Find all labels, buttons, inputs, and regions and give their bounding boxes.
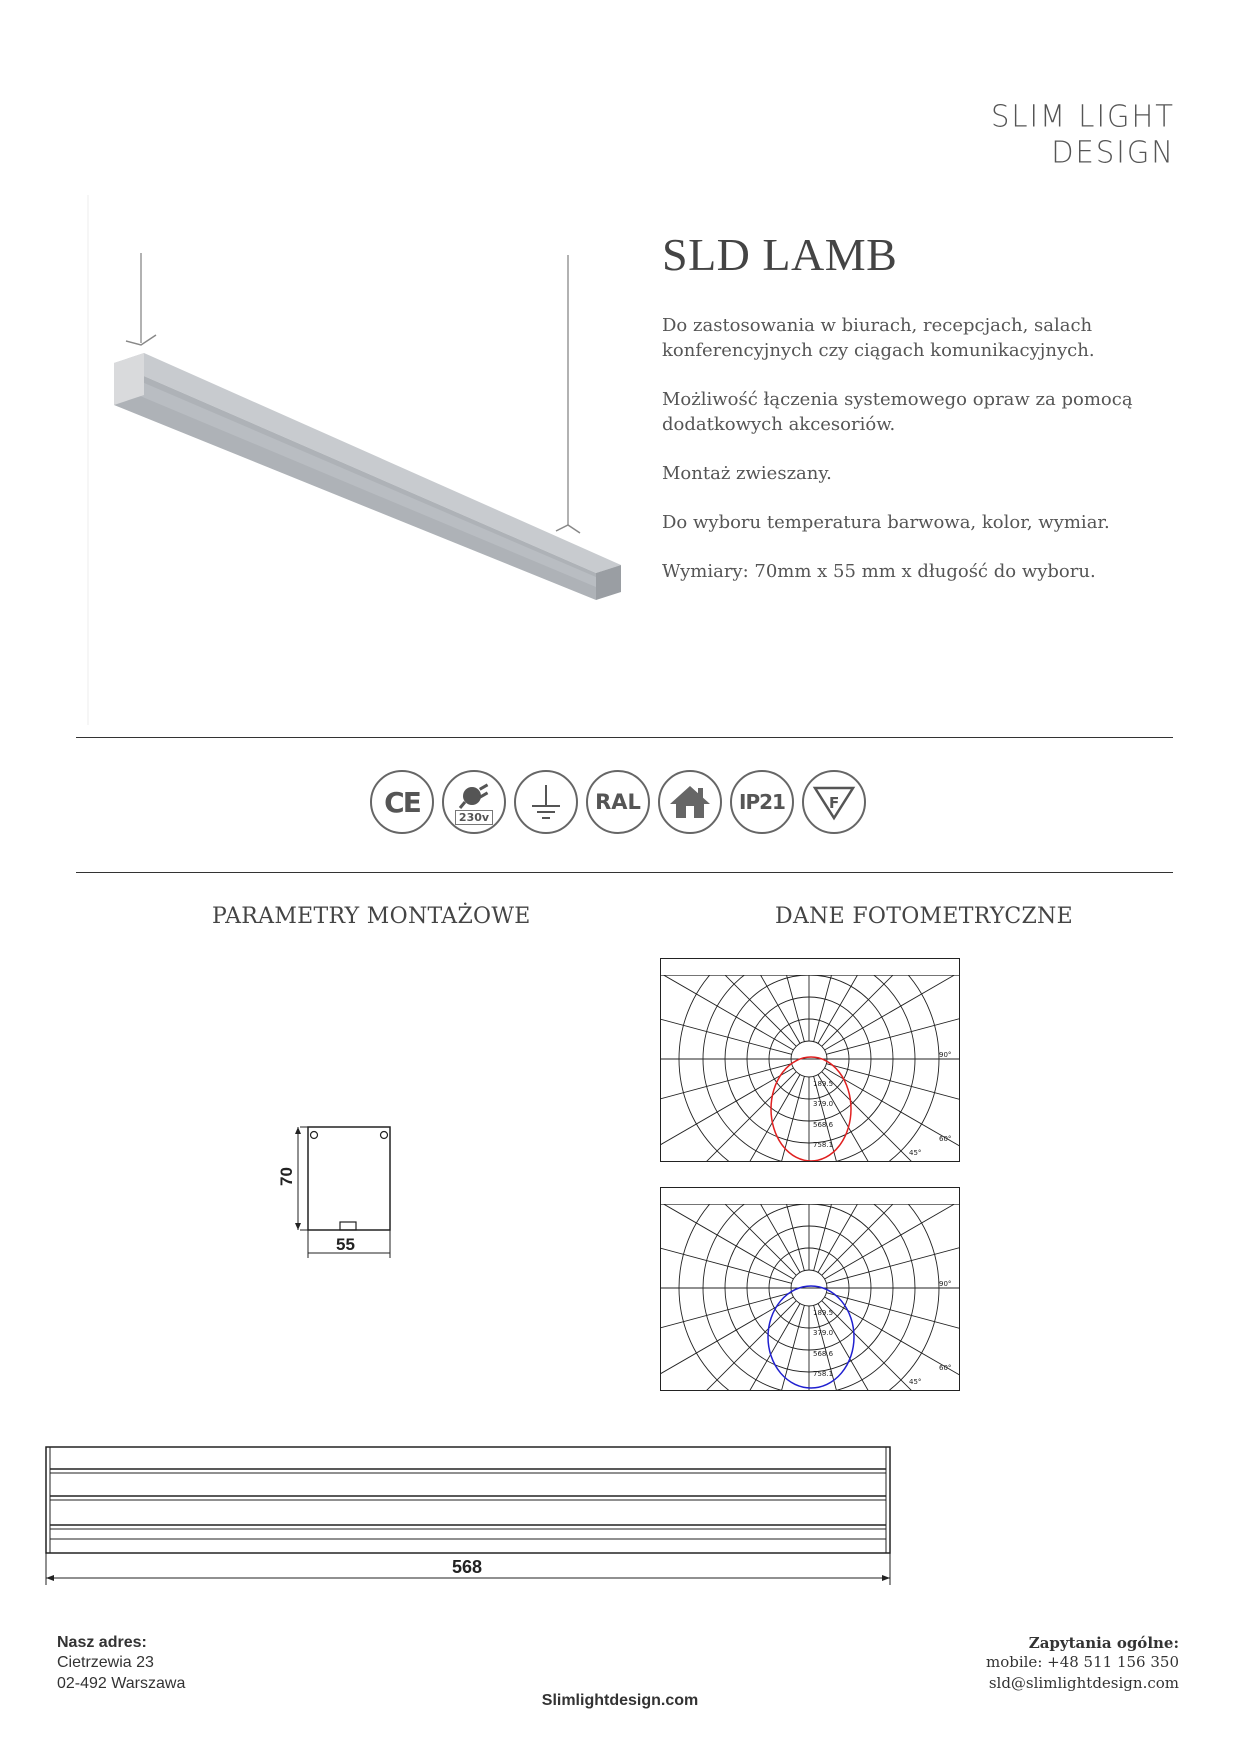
footer-address [57, 1634, 185, 1694]
badge-label: F [829, 794, 840, 812]
contact-email[interactable]: sld@slimlightdesign.com [988, 1674, 1179, 1692]
plug-icon [442, 770, 506, 834]
f-mark-icon [802, 770, 866, 834]
length-profile-drawing [42, 1445, 894, 1590]
cross-section-drawing [272, 1120, 402, 1270]
badge-label: IP21 [739, 790, 785, 814]
polar-grid-spoke [818, 1075, 959, 1161]
height-dimension-label: 70 [277, 1167, 296, 1186]
svg-text:568.6: 568.6 [813, 1121, 834, 1129]
description-paragraph: Do zastosowania w biurach, recepcjach, salach konferencyjnych czy ciągach komunikacyjnych. [662, 315, 1095, 361]
svg-text:189.5: 189.5 [813, 1309, 834, 1317]
footer-contact [986, 1634, 1179, 1694]
earth-ground-icon [514, 770, 578, 834]
description-paragraph: Do wyboru temperatura barwowa, kolor, wymiar. [662, 512, 1110, 533]
svg-text:90°: 90° [939, 1051, 952, 1059]
badge-label: 230v [455, 810, 493, 825]
divider-bottom [76, 872, 1173, 873]
svg-text:189.5: 189.5 [813, 1080, 834, 1088]
polar-chart-c90-svg [661, 1188, 959, 1390]
description-paragraph: Montaż zwieszany. [662, 463, 832, 484]
svg-text:758.1: 758.1 [813, 1370, 834, 1378]
svg-text:60°: 60° [939, 1364, 952, 1372]
house-glyph [668, 782, 712, 822]
contact-label: Zapytania ogólne: [1028, 1634, 1179, 1652]
svg-text:60°: 60° [939, 1135, 952, 1143]
polar-chart-c90 [660, 1187, 960, 1391]
svg-text:45°: 45° [909, 1149, 922, 1157]
svg-text:90°: 90° [939, 1280, 952, 1288]
address-street: Cietrzewia 23 [57, 1654, 154, 1671]
contact-mobile[interactable]: mobile: +48 511 156 350 [985, 1653, 1179, 1671]
polar-grid-spoke [731, 1305, 804, 1390]
svg-text:758.1: 758.1 [813, 1141, 834, 1149]
svg-text:379.0: 379.0 [813, 1100, 834, 1108]
badge-label: RAL [595, 790, 641, 814]
ground-glyph [526, 782, 566, 822]
plug-glyph [457, 780, 491, 810]
product-image [86, 195, 646, 725]
polar-chart-c0-svg [661, 959, 959, 1161]
luminaire-illustration [86, 195, 646, 725]
certification-badges [370, 770, 880, 840]
polar-grid-spoke [825, 1297, 959, 1390]
address-label: Nasz adres: [57, 1634, 147, 1651]
svg-text:379.0: 379.0 [813, 1329, 834, 1337]
polar-grid-spoke [731, 1076, 804, 1161]
ral-icon [586, 770, 650, 834]
ip-rating-icon [730, 770, 794, 834]
product-title: SLD LAMB [662, 229, 898, 280]
mounting-heading: PARAMETRY MONTAŻOWE [212, 904, 531, 929]
address-city: 02-492 Warszawa [57, 1675, 186, 1692]
ce-mark-icon [370, 770, 434, 834]
f-triangle-glyph [811, 782, 857, 822]
product-description [662, 313, 1182, 608]
svg-text:568.6: 568.6 [813, 1350, 834, 1358]
polar-chart-c0 [660, 958, 960, 1162]
polar-curve [771, 1057, 851, 1161]
footer-website[interactable]: Slimlightdesign.com [541, 1692, 699, 1709]
length-dimension-label: 568 [452, 1557, 483, 1577]
width-dimension-label: 55 [336, 1235, 355, 1254]
svg-text:45°: 45° [909, 1378, 922, 1386]
badge-label: CE [384, 785, 420, 819]
divider-top [76, 737, 1173, 738]
photometric-heading: DANE FOTOMETRYCZNE [775, 904, 1073, 929]
brand-logo: SLIM LIGHT DESIGN [990, 98, 1175, 170]
description-paragraph: Możliwość łączenia systemowego opraw za pomocą dodatkowych akcesoriów. [662, 389, 1133, 435]
indoor-house-icon [658, 770, 722, 834]
polar-grid-spoke [818, 1304, 959, 1390]
description-paragraph: Wymiary: 70mm x 55 mm x długość do wyboru. [662, 561, 1096, 582]
